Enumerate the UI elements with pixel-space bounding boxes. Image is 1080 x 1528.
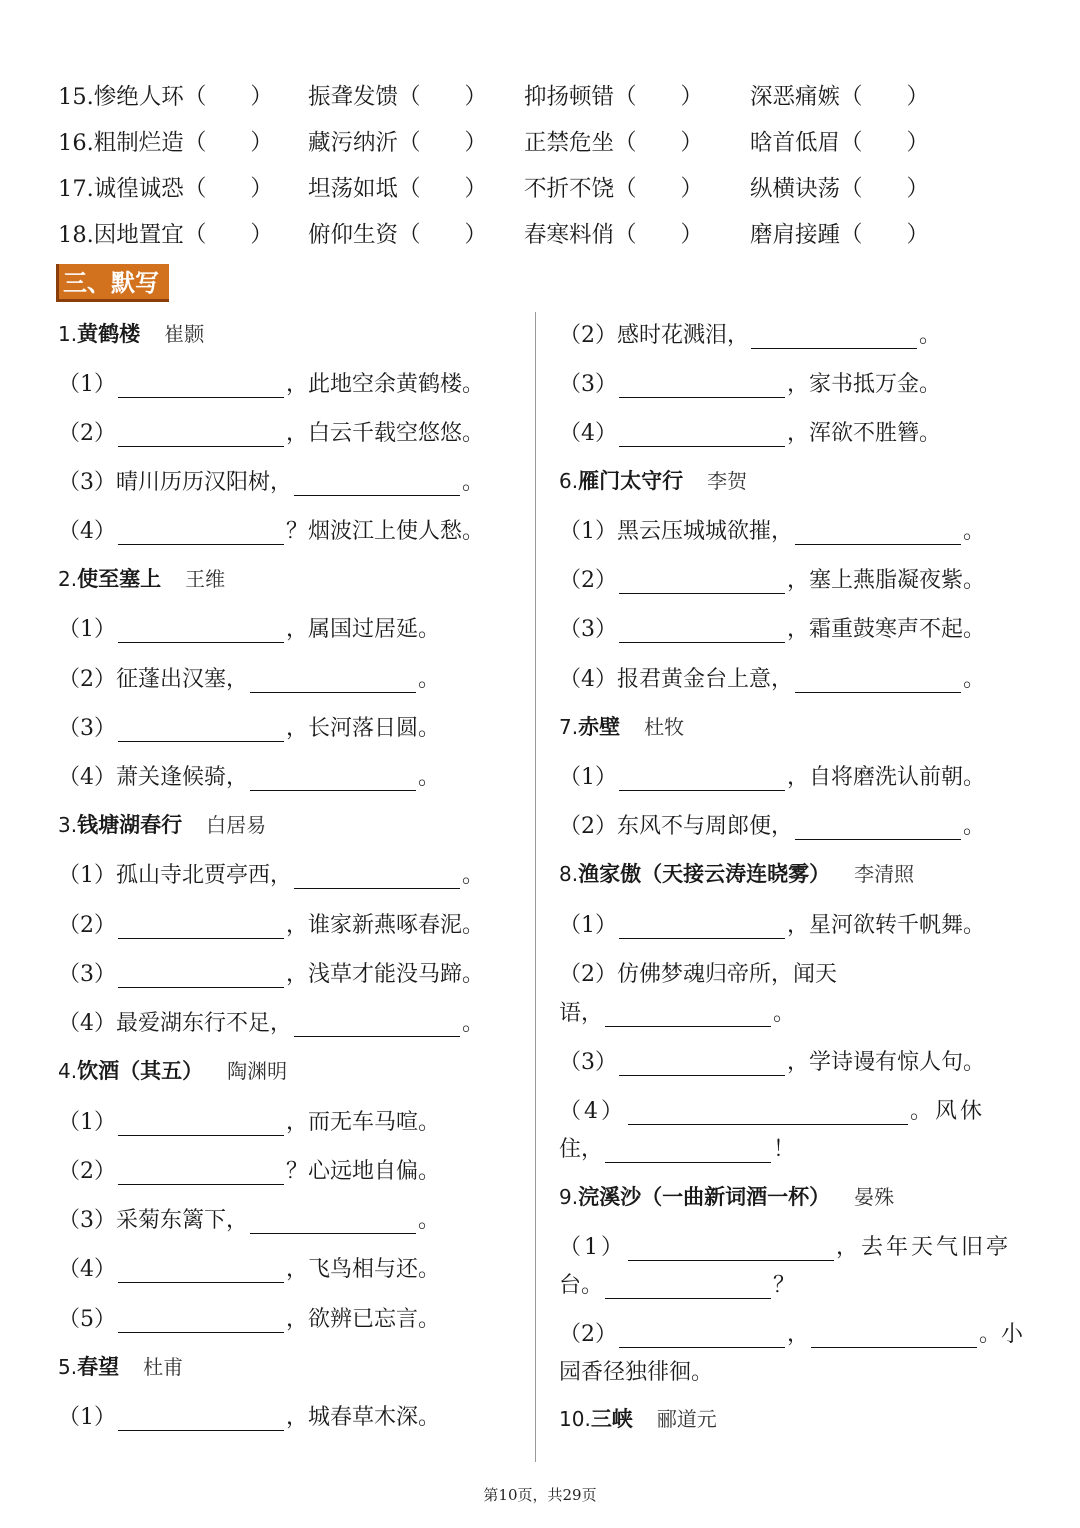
answer-blank[interactable] <box>619 373 785 398</box>
recite-line: （1） ，去年天气旧亭 <box>559 1235 1012 1260</box>
recite-line: （5） ，欲辨已忘言。 <box>58 1307 441 1332</box>
recite-line: （1） ，星河欲转千帆舞。 <box>559 913 986 938</box>
recite-line: （4）报君黄金台上意， 。 <box>559 667 986 692</box>
poem-author: 陶渊明 <box>227 1059 288 1083</box>
answer-blank[interactable] <box>619 618 785 643</box>
idiom-text: 坦荡如坻 <box>308 176 399 202</box>
poem-author: 白居易 <box>206 813 267 837</box>
recite-line: （1） ，自将磨洗认前朝。 <box>559 765 986 790</box>
answer-blank[interactable] <box>619 914 785 939</box>
answer-blank[interactable] <box>605 1274 771 1299</box>
recite-line: （4） ？烟波江上使人愁。 <box>58 519 485 544</box>
recite-line-cont: 园香径独徘徊。 <box>559 1360 714 1385</box>
answer-blank[interactable] <box>605 1138 771 1163</box>
answer-blank[interactable] <box>118 1406 284 1431</box>
column-divider <box>535 312 536 1462</box>
poem-author: 郦道元 <box>656 1407 717 1431</box>
poem-title: 黄鹤楼 <box>77 322 141 346</box>
poem-author: 杜甫 <box>143 1355 184 1379</box>
poem-title-row: 7.赤壁 杜牧 <box>559 715 685 739</box>
recite-line: （2）征蓬出汉塞， 。 <box>58 667 441 692</box>
answer-blank[interactable] <box>118 422 284 447</box>
poem-author: 李清照 <box>854 862 915 886</box>
poem-author: 杜牧 <box>644 715 685 739</box>
section-heading: 三、默写 <box>56 264 169 302</box>
poem-title-row: 2.使至塞上 王维 <box>58 567 226 591</box>
poem-title-row: 1.黄鹤楼 崔颢 <box>58 322 205 346</box>
poem-title-row: 8.渔家傲（天接云涛连晓雾） 李清照 <box>559 862 915 886</box>
idiom-text: 振聋发馈 <box>308 84 399 110</box>
answer-blank[interactable] <box>118 963 284 988</box>
answer-blank[interactable] <box>118 1160 284 1185</box>
recite-line: （1）黑云压城城欲摧， 。 <box>559 519 986 544</box>
answer-blank[interactable] <box>811 1323 977 1348</box>
answer-blank[interactable] <box>795 520 961 545</box>
poem-title: 使至塞上 <box>77 567 162 591</box>
answer-blank[interactable] <box>628 1236 834 1261</box>
poem-title-row: 4.饮酒（其五） 陶渊明 <box>58 1059 288 1083</box>
recite-line: （1） ，此地空余黄鹤楼。 <box>58 372 485 397</box>
poem-title: 赤壁 <box>578 715 621 739</box>
answer-blank[interactable] <box>118 1308 284 1333</box>
idiom-text: 诚徨诚恐 <box>93 176 184 202</box>
poem-author: 王维 <box>185 567 226 591</box>
poem-title-row: 5.春望 杜甫 <box>58 1355 184 1379</box>
recite-line: （1） ，而无车马喧。 <box>58 1110 441 1135</box>
recite-line: （1）孤山寺北贾亭西， 。 <box>58 863 485 888</box>
idiom-text: 深恶痛嫉 <box>750 84 841 110</box>
recite-line: （3）采菊东篱下， 。 <box>58 1208 441 1233</box>
answer-blank[interactable] <box>118 1111 284 1136</box>
row-number: 16. <box>58 130 94 156</box>
recite-line: （4）最爱湖东行不足， 。 <box>58 1011 485 1036</box>
answer-blank[interactable] <box>619 422 785 447</box>
recite-line: （2） ，谁家新燕啄春泥。 <box>58 913 485 938</box>
poem-author: 崔颢 <box>164 322 205 346</box>
recite-line: （2） ？心远地自偏。 <box>58 1159 441 1184</box>
recite-line: （3） ，学诗谩有惊人句。 <box>559 1050 986 1075</box>
answer-blank[interactable] <box>619 766 785 791</box>
answer-blank[interactable] <box>118 717 284 742</box>
recite-line: （4） 。风休 <box>559 1099 986 1124</box>
poem-title: 春望 <box>77 1355 120 1379</box>
recite-line: （3）晴川历历汉阳树， 。 <box>58 470 485 495</box>
recite-line: （3） ，家书抵万金。 <box>559 372 942 397</box>
answer-blank[interactable] <box>250 766 416 791</box>
answer-blank[interactable] <box>294 1012 460 1037</box>
poem-title: 三峡 <box>590 1407 633 1431</box>
poem-title-row: 3.钱塘湖春行 白居易 <box>58 813 267 837</box>
idiom-text: 俯仰生资 <box>308 222 399 248</box>
answer-blank[interactable] <box>118 520 284 545</box>
answer-blank[interactable] <box>118 618 284 643</box>
recite-line: （2） ， 。小 <box>559 1322 1024 1347</box>
poem-title: 浣溪沙（一曲新词酒一杯） <box>578 1185 831 1209</box>
recite-line: （1） ，城春草木深。 <box>58 1405 441 1430</box>
answer-blank[interactable] <box>294 471 460 496</box>
recite-line-cont: 住， ！ <box>559 1137 796 1162</box>
poem-author: 李贺 <box>707 469 748 493</box>
idiom-text: 纵横诀荡 <box>750 176 841 202</box>
answer-blank[interactable] <box>605 1002 771 1027</box>
row-number: 15. <box>58 84 94 110</box>
recite-line: （2）感时花溅泪， 。 <box>559 323 942 348</box>
recite-line: （3） ，霜重鼓寒声不起。 <box>559 617 986 642</box>
idiom-text: 抑扬顿错 <box>524 84 615 110</box>
idiom-text: 惨绝人环 <box>93 84 184 110</box>
idiom-text: 因地置宜 <box>93 222 184 248</box>
recite-line-cont: 语， 。 <box>559 1001 796 1026</box>
idiom-text: 磨肩接踵 <box>750 222 841 248</box>
recite-line: （1） ，属国过居延。 <box>58 617 441 642</box>
answer-blank[interactable] <box>118 914 284 939</box>
recite-line: （2） ，白云千载空悠悠。 <box>58 421 485 446</box>
answer-blank[interactable] <box>619 1051 785 1076</box>
recite-line: （4） ，飞鸟相与还。 <box>58 1257 441 1282</box>
answer-blank[interactable] <box>250 1209 416 1234</box>
poem-author: 晏殊 <box>854 1185 895 1209</box>
idiom-text: 春寒料俏 <box>524 222 615 248</box>
idiom-text: 晗首低眉 <box>750 130 841 156</box>
idiom-text: 不折不饶 <box>524 176 615 202</box>
poem-title: 饮酒（其五） <box>77 1059 204 1083</box>
recite-line: （4）萧关逢候骑， 。 <box>58 765 441 790</box>
answer-blank[interactable] <box>619 1323 785 1348</box>
answer-blank[interactable] <box>751 324 917 349</box>
page-footer: 第10页，共29页 <box>483 1486 597 1504</box>
answer-blank[interactable] <box>118 1258 284 1283</box>
poem-title-row: 6.雁门太守行 李贺 <box>559 469 748 493</box>
answer-blank[interactable] <box>795 668 961 693</box>
answer-blank[interactable] <box>294 864 460 889</box>
poem-title: 钱塘湖春行 <box>77 813 183 837</box>
poem-title: 雁门太守行 <box>578 469 684 493</box>
idiom-text: 粗制烂造 <box>93 130 184 156</box>
answer-blank[interactable] <box>619 569 785 594</box>
answer-blank[interactable] <box>250 668 416 693</box>
recite-line-cont: 台。 ？ <box>559 1273 796 1298</box>
recite-line: （2）东风不与周郎便， 。 <box>559 814 986 839</box>
recite-line: （3） ，长河落日圆。 <box>58 716 441 741</box>
row-number: 17. <box>58 176 94 202</box>
recite-line: （3） ，浅草才能没马蹄。 <box>58 962 485 987</box>
answer-blank[interactable] <box>118 373 284 398</box>
idiom-text: 正禁危坐 <box>524 130 615 156</box>
recite-line: （2） ，塞上燕脂凝夜紫。 <box>559 568 986 593</box>
row-number: 18. <box>58 222 94 248</box>
poem-title-row: 9.浣溪沙（一曲新词酒一杯） 晏殊 <box>559 1185 895 1209</box>
answer-blank[interactable] <box>628 1100 908 1125</box>
idiom-text: 藏污纳沂 <box>308 130 399 156</box>
recite-line: （2）仿佛梦魂归帝所，闻天 <box>559 962 838 987</box>
poem-title: 渔家傲（天接云涛连晓雾） <box>578 862 831 886</box>
answer-blank[interactable] <box>795 815 961 840</box>
poem-title-row: 10.三峡 郦道元 <box>559 1407 717 1431</box>
recite-line: （4） ，浑欲不胜簪。 <box>559 421 942 446</box>
